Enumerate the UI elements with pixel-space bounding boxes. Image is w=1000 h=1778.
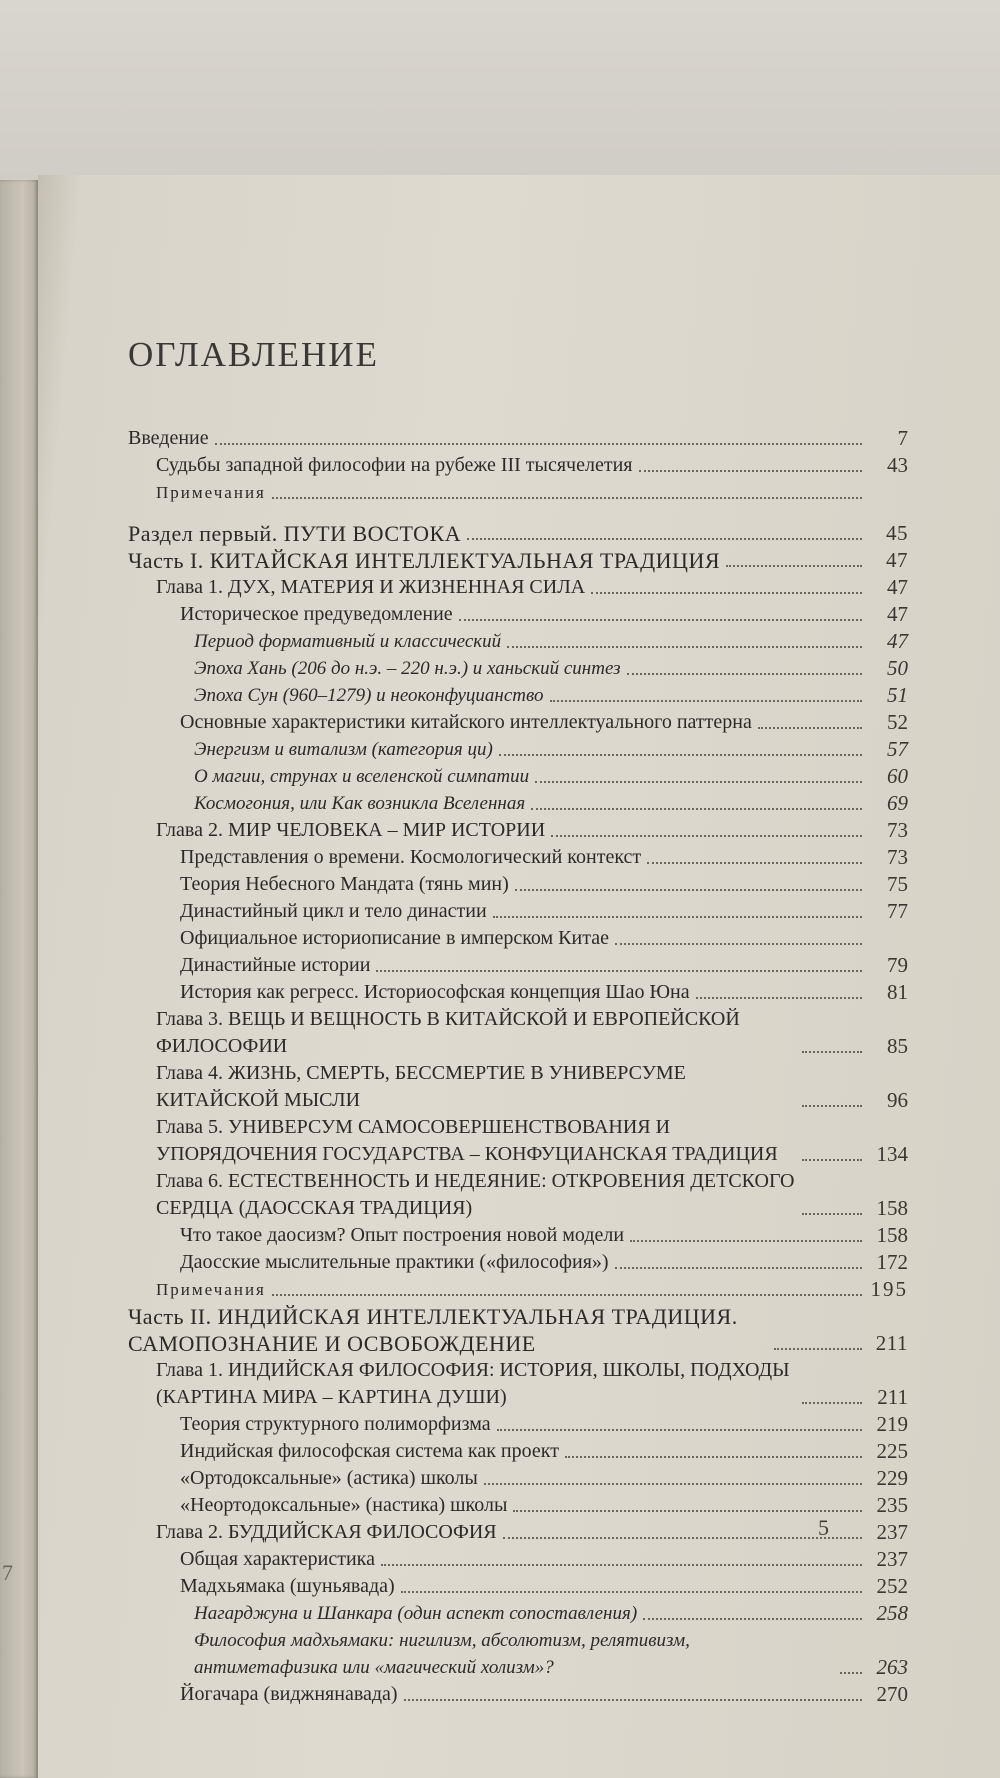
toc-entry-page: 252 (876, 1574, 908, 1598)
toc-leader-dots (802, 1159, 862, 1161)
toc-entry[interactable] (128, 844, 908, 871)
toc-entry-page: 47 (887, 629, 908, 653)
toc-entry-page: 50 (887, 656, 908, 680)
toc-entry-page: 96 (887, 1088, 908, 1112)
toc-entry-title: Эпоха Хань (206 до н.э. – 220 н.э.) и ханьский синтез (194, 658, 621, 679)
toc-entry-page: 237 (876, 1547, 908, 1571)
toc-leader-dots (643, 1618, 862, 1620)
toc-entry-page: 60 (887, 764, 908, 788)
page-title: ОГЛАВЛЕНИЕ (128, 335, 379, 374)
toc-entry[interactable] (128, 736, 908, 763)
toc-leader-dots (551, 835, 862, 837)
toc-entry-title: Эпоха Сун (960–1279) и неоконфуцианство (194, 685, 544, 706)
toc-leader-dots (696, 997, 862, 999)
toc-entry[interactable] (128, 1600, 908, 1627)
toc-entry-title: Судьбы западной философии на рубеже III тысячелетия (156, 454, 633, 476)
toc-entry-title: Даосские мыслительные практики («философия») (180, 1251, 609, 1273)
toc-entry-title: Часть I. КИТАЙСКАЯ ИНТЕЛЛЕКТУАЛЬНАЯ ТРАДИЦИЯ (128, 548, 721, 573)
toc-entry-title: Глава 1. ИНДИЙСКАЯ ФИЛОСОФИЯ: ИСТОРИЯ, ШКОЛЫ, ПОДХОДЫ (КАРТИНА МИРА – КАРТИНА ДУШИ) (156, 1359, 790, 1408)
toc-entry[interactable] (128, 1411, 908, 1438)
toc-entry-page: 195 (870, 1277, 908, 1301)
toc-entry-page: 47 (887, 602, 908, 626)
toc-leader-dots (802, 1402, 862, 1404)
toc-entry[interactable] (128, 1303, 908, 1357)
toc-entry-title: Представления о времени. Космологический контекст (180, 846, 642, 868)
toc-entry[interactable] (128, 1492, 908, 1519)
toc-leader-dots (467, 538, 862, 540)
toc-entry-page: 47 (887, 575, 908, 599)
toc-entry-title: Введение (128, 427, 209, 449)
toc-entry[interactable] (128, 574, 908, 601)
toc-entry-page: 85 (887, 1034, 908, 1058)
toc-gap (128, 506, 908, 520)
toc-leader-dots (802, 1051, 862, 1053)
toc-entry[interactable] (128, 790, 908, 817)
toc-entry-title: Примечания (156, 1280, 266, 1299)
toc-leader-dots (404, 1699, 862, 1701)
toc-entry-title: Историческое предуведомление (180, 603, 453, 625)
toc-leader-dots (484, 1483, 862, 1485)
toc-entry-page: 172 (876, 1250, 908, 1274)
toc-leader-dots (272, 1294, 862, 1296)
toc-entry-title: «Ортодоксальные» (астика) школы (180, 1467, 478, 1489)
toc-entry[interactable] (128, 871, 908, 898)
toc-entry-page: 211 (875, 1331, 908, 1355)
toc-entry-page: 77 (887, 899, 908, 923)
toc-entry[interactable] (128, 479, 908, 506)
toc-entry-title: Нагарджуна и Шанкара (один аспект сопоставления) (194, 1603, 638, 1624)
toc-leader-dots (507, 646, 862, 648)
toc-entry-page: 225 (876, 1439, 908, 1463)
toc-entry[interactable] (128, 682, 908, 709)
toc-entry[interactable] (128, 452, 908, 479)
toc-entry[interactable] (128, 547, 908, 574)
toc-entry[interactable] (128, 1627, 908, 1681)
toc-entry[interactable] (128, 520, 908, 547)
toc-entry-title: Раздел первый. ПУТИ ВОСТОКА (128, 521, 462, 546)
toc-leader-dots (401, 1591, 862, 1593)
toc-leader-dots (615, 1267, 862, 1269)
toc-entry-title: Династийный цикл и тело династии (180, 900, 487, 922)
toc-leader-dots (215, 443, 862, 445)
toc-entry-title: Глава 6. ЕСТЕСТВЕННОСТЬ И НЕДЕЯНИЕ: ОТКРОВЕНИЯ ДЕТСКОГО СЕРДЦА (ДАОССКАЯ ТРАДИЦИЯ) (156, 1170, 795, 1219)
toc-leader-dots (381, 1564, 862, 1566)
toc-entry-page: 73 (887, 818, 908, 842)
table-of-contents (128, 425, 908, 1708)
toc-entry[interactable] (128, 628, 908, 655)
toc-entry-title: Общая характеристика (180, 1548, 375, 1570)
toc-entry[interactable] (128, 1546, 908, 1573)
toc-entry-page: 270 (876, 1682, 908, 1706)
toc-leader-dots (565, 1456, 862, 1458)
toc-entry-title: «Неортодоксальные» (настика) школы (180, 1494, 508, 1516)
toc-entry-title: Глава 3. ВЕЩЬ И ВЕЩНОСТЬ В КИТАЙСКОЙ И ЕВРОПЕЙСКОЙ ФИЛОСОФИИ (156, 1008, 740, 1057)
toc-leader-dots (550, 700, 863, 702)
toc-leader-dots (515, 889, 862, 891)
toc-entry-title: Теория Небесного Мандата (тянь мин) (180, 873, 509, 895)
toc-entry-title: Энергизм и витализм (категория ци) (194, 739, 493, 760)
toc-entry[interactable] (128, 1006, 908, 1060)
toc-leader-dots (459, 619, 862, 621)
toc-entry-title: Официальное историописание в имперском Китае (180, 927, 609, 949)
toc-entry-title: Основные характеристики китайского интеллектуального паттерна (180, 711, 752, 733)
toc-entry-page: 73 (887, 845, 908, 869)
toc-entry-page: 263 (876, 1655, 908, 1679)
toc-entry-title: Теория структурного полиморфизма (180, 1413, 491, 1435)
toc-leader-dots (535, 781, 862, 783)
toc-entry-page: 52 (887, 710, 908, 734)
toc-entry[interactable] (128, 1222, 908, 1249)
toc-entry-page: 258 (876, 1601, 908, 1625)
toc-entry[interactable] (128, 1438, 908, 1465)
toc-leader-dots (630, 1240, 862, 1242)
left-page-mark: 7 (2, 1560, 13, 1585)
toc-entry-page: 229 (876, 1466, 908, 1490)
toc-leader-dots (513, 1510, 862, 1512)
toc-leader-dots (774, 1348, 862, 1350)
toc-entry[interactable] (128, 709, 908, 736)
toc-entry-page: 237 (876, 1520, 908, 1544)
toc-entry-page: 43 (887, 453, 908, 477)
toc-entry-page: 7 (897, 426, 908, 450)
toc-entry-page: 235 (876, 1493, 908, 1517)
book-page (38, 175, 1000, 1778)
toc-entry[interactable] (128, 1249, 908, 1276)
toc-entry[interactable] (128, 763, 908, 790)
toc-leader-dots (499, 754, 862, 756)
toc-entry-title: Глава 2. БУДДИЙСКАЯ ФИЛОСОФИЯ (156, 1521, 497, 1543)
background-surface (0, 0, 1000, 200)
toc-entry-page: 75 (887, 872, 908, 896)
toc-entry-title: Примечания (156, 483, 266, 502)
toc-entry-title: Период формативный и классический (194, 631, 502, 652)
toc-leader-dots (615, 943, 862, 945)
toc-entry[interactable] (128, 1168, 908, 1222)
toc-entry-page: 45 (886, 521, 908, 545)
toc-leader-dots (376, 970, 862, 972)
toc-entry-title: Индийская философская система как проект (180, 1440, 559, 1462)
toc-entry-page: 51 (887, 683, 908, 707)
toc-entry[interactable] (128, 1276, 908, 1303)
toc-entry-page: 211 (877, 1385, 908, 1409)
toc-entry[interactable] (128, 1357, 908, 1411)
toc-entry-title: Йогачара (виджнянавада) (180, 1683, 398, 1705)
toc-entry-page: 81 (887, 980, 908, 1004)
left-page-edge (0, 180, 38, 1778)
toc-leader-dots (272, 497, 862, 499)
toc-entry[interactable] (128, 425, 908, 452)
toc-entry-title: Философия мадхьямаки: нигилизм, абсолютизм, релятивизм, антиметафизика или «магический холизм»? (194, 1630, 690, 1678)
toc-entry-page: 79 (887, 953, 908, 977)
toc-leader-dots (647, 862, 862, 864)
toc-entry[interactable] (128, 898, 908, 925)
toc-entry[interactable] (128, 1060, 908, 1114)
toc-leader-dots (802, 1213, 862, 1215)
page-number: 5 (818, 1515, 829, 1540)
toc-entry[interactable] (128, 925, 908, 952)
toc-entry[interactable] (128, 979, 908, 1006)
toc-entry[interactable] (128, 817, 908, 844)
toc-entry-page: 158 (876, 1223, 908, 1247)
toc-entry-title: Космогония, или Как возникла Вселенная (194, 793, 526, 814)
toc-leader-dots (591, 592, 862, 594)
toc-leader-dots (639, 470, 863, 472)
toc-leader-dots (802, 1105, 862, 1107)
toc-entry[interactable] (128, 1519, 908, 1546)
toc-leader-dots (840, 1672, 862, 1674)
toc-entry[interactable] (128, 1573, 908, 1600)
toc-leader-dots (493, 916, 862, 918)
toc-entry-title: Династийные истории (180, 954, 371, 976)
toc-entry-title: Часть II. ИНДИЙСКАЯ ИНТЕЛЛЕКТУАЛЬНАЯ ТРАДИЦИЯ. САМОПОЗНАНИЕ И ОСВОБОЖДЕНИЕ (128, 1304, 738, 1356)
toc-entry-page: 47 (886, 548, 908, 572)
toc-entry-title: Глава 5. УНИВЕРСУМ САМОСОВЕРШЕНСТВОВАНИЯ И УПОРЯДОЧЕНИЯ ГОСУДАРСТВА – КОНФУЦИАНСКАЯ ТРАДИЦИЯ (156, 1116, 778, 1165)
toc-leader-dots (758, 727, 862, 729)
toc-entry-title: Мадхьямака (шуньявада) (180, 1575, 395, 1597)
toc-entry[interactable] (128, 952, 908, 979)
toc-entry[interactable] (128, 1681, 908, 1708)
toc-leader-dots (531, 808, 862, 810)
toc-leader-dots (726, 565, 862, 567)
toc-entry-page: 158 (876, 1196, 908, 1220)
toc-entry-title: Глава 1. ДУХ, МАТЕРИЯ И ЖИЗНЕННАЯ СИЛА (156, 576, 586, 598)
toc-leader-dots (503, 1537, 862, 1539)
toc-entry-title: Глава 2. МИР ЧЕЛОВЕКА – МИР ИСТОРИИ (156, 819, 546, 841)
toc-leader-dots (497, 1429, 862, 1431)
toc-entry[interactable] (128, 1465, 908, 1492)
toc-entry-page: 69 (887, 791, 908, 815)
toc-entry[interactable] (128, 1114, 908, 1168)
toc-entry[interactable] (128, 601, 908, 628)
toc-entry-title: История как регресс. Историософская концепция Шао Юна (180, 981, 690, 1003)
toc-entry-title: Что такое даосизм? Опыт построения новой модели (180, 1224, 625, 1246)
toc-entry-title: О магии, струнах и вселенской симпатии (194, 766, 530, 787)
toc-leader-dots (627, 673, 862, 675)
toc-entry-page: 57 (887, 737, 908, 761)
toc-entry-page: 219 (876, 1412, 908, 1436)
toc-entry-title: Глава 4. ЖИЗНЬ, СМЕРТЬ, БЕССМЕРТИЕ В УНИВЕРСУМЕ КИТАЙСКОЙ МЫСЛИ (156, 1062, 686, 1111)
toc-entry[interactable] (128, 655, 908, 682)
toc-entry-page: 134 (876, 1142, 908, 1166)
